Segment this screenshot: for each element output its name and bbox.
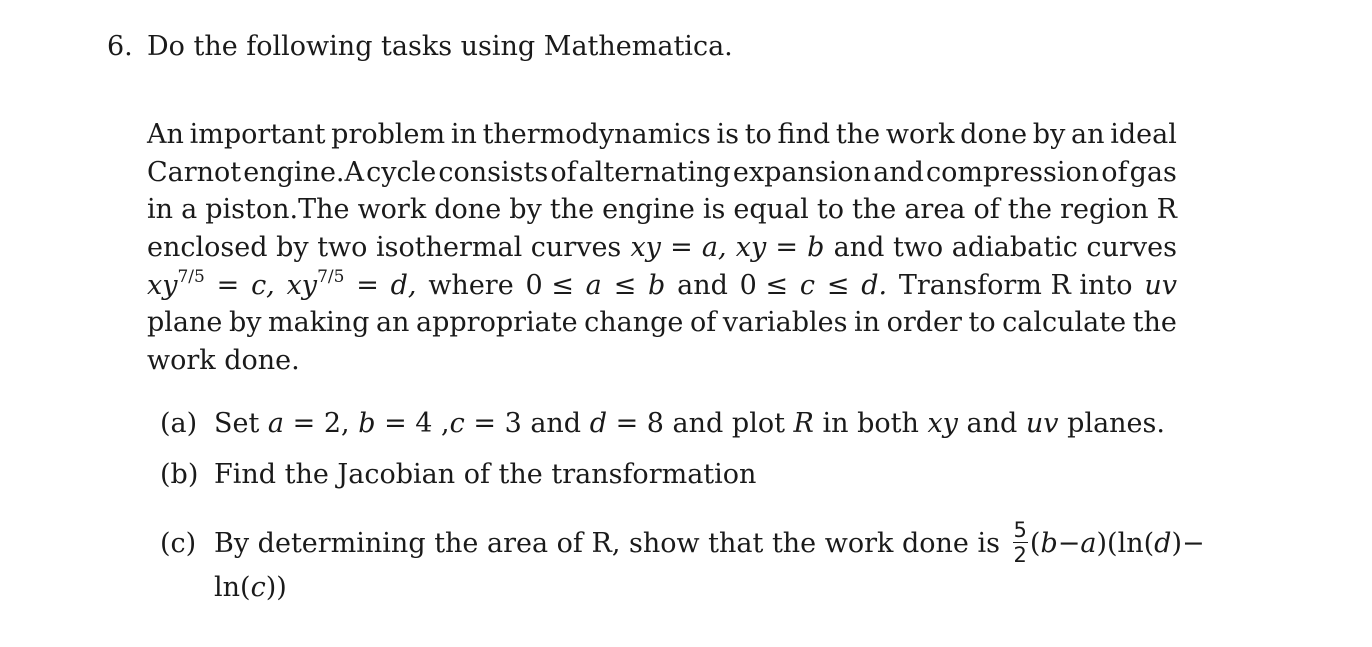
problem-number: 6. <box>107 31 133 62</box>
part-c-continuation <box>214 570 287 606</box>
paragraph-word: by <box>1032 119 1066 150</box>
math-leq: ≤ <box>613 269 637 301</box>
paragraph-word: Carnot <box>147 156 242 188</box>
part-a <box>160 406 1165 442</box>
paragraph-word: of <box>1101 156 1128 188</box>
part-b-label: (b) <box>160 459 199 490</box>
math-adiabatic-1 <box>147 267 205 305</box>
paragraph-word: by <box>509 194 542 226</box>
text-segment: and <box>677 269 728 301</box>
paragraph-word: area <box>904 194 966 226</box>
math-minus: − <box>1057 528 1081 559</box>
paragraph-word: ideal <box>1110 119 1177 150</box>
paragraph-word: an <box>1071 119 1105 150</box>
problem-heading <box>107 29 733 65</box>
math-r: R <box>793 408 814 439</box>
paragraph-word: the <box>549 194 595 226</box>
problem-heading-text: Do the following tasks using Mathematica. <box>147 31 733 62</box>
paragraph-word: An <box>147 119 184 150</box>
text-segment: Find the Jacobian of the transformation <box>214 459 757 490</box>
text-segment: in both <box>822 408 919 439</box>
text-segment: Set <box>214 408 260 439</box>
math-uv: uv <box>1025 408 1059 439</box>
math-c: c <box>250 572 266 603</box>
paragraph-word: appropriate <box>416 307 578 339</box>
paragraph-word: in <box>854 307 881 339</box>
part-c <box>160 518 1205 568</box>
math-xy: xy <box>735 232 767 264</box>
paragraph-word: plane <box>147 307 223 339</box>
paragraph-word: of <box>689 307 717 339</box>
math-equals: = <box>356 269 379 301</box>
paragraph-line-7 <box>147 342 1177 380</box>
math-ln-open: )(ln( <box>1096 528 1155 559</box>
part-c-label: (c) <box>160 528 197 559</box>
part-a-label: (a) <box>160 408 198 439</box>
math-c: c <box>799 269 815 301</box>
fraction-denominator: 2 <box>1013 543 1027 567</box>
math-a: a, <box>701 232 727 264</box>
text-segment: Transform R into <box>898 269 1133 301</box>
paragraph-word: alternating <box>578 156 731 188</box>
paragraph-word: important <box>189 119 326 150</box>
paragraph-word: gas <box>1129 156 1177 188</box>
text-segment: = 3 and <box>473 408 582 439</box>
math-exponent: 7/5 <box>317 266 345 287</box>
math-d: d <box>1154 528 1172 559</box>
math-paren: ( <box>1029 528 1041 559</box>
math-b: b <box>358 408 376 439</box>
paragraph-word: variables <box>722 307 848 339</box>
math-zero-leq: 0 ≤ <box>739 269 789 301</box>
paragraph-word: engine.A <box>243 156 365 188</box>
math-zero-leq: 0 ≤ <box>525 269 574 301</box>
paragraph-word: thermodynamics <box>482 119 711 150</box>
math-c: c <box>449 408 465 439</box>
paragraph-word: by <box>228 307 262 339</box>
paragraph-word: done <box>960 119 1028 150</box>
math-uv: uv <box>1144 269 1177 301</box>
paragraph-word: of <box>550 156 577 188</box>
math-leq: ≤ <box>826 269 850 301</box>
paragraph-word: consists <box>438 156 549 188</box>
paragraph-word: the <box>852 194 897 226</box>
math-d: d <box>589 408 607 439</box>
paragraph-word: region <box>1060 194 1149 226</box>
paragraph-line-2 <box>147 154 1177 192</box>
paragraph-word: R <box>1156 194 1177 226</box>
paragraph-word: and <box>873 156 924 188</box>
paragraph-word: the <box>1132 307 1177 339</box>
paragraph-word: expansion <box>732 156 872 188</box>
math-a: a <box>1080 528 1097 559</box>
paragraph-word: is <box>702 194 726 226</box>
paragraph-word: work <box>885 119 955 150</box>
math-ln-close: )) <box>265 572 287 603</box>
paragraph-word: compression <box>926 156 1100 188</box>
paragraph-word: of <box>973 194 1000 226</box>
text-segment: where <box>428 269 514 301</box>
math-c: c, <box>251 269 275 301</box>
paragraph-word: in <box>147 194 174 226</box>
text-segment: planes. <box>1067 408 1165 439</box>
math-equals: = <box>670 232 693 264</box>
paragraph-word: change <box>584 307 684 339</box>
paragraph-line-1 <box>147 116 1177 154</box>
text-segment: work done. <box>147 345 300 377</box>
paragraph-word: order <box>886 307 962 339</box>
math-b: b <box>807 232 825 264</box>
fraction-numerator: 5 <box>1013 518 1027 542</box>
paragraph-word: piston.The <box>205 194 350 226</box>
math-b: b <box>648 269 666 301</box>
paragraph-word: to <box>744 119 772 150</box>
paragraph-word: the <box>835 119 881 150</box>
text-segment: = 8 and plot <box>615 408 785 439</box>
math-b: b <box>1040 528 1058 559</box>
paragraph-line-3 <box>147 191 1177 229</box>
math-ln-open: ln( <box>214 572 251 603</box>
paragraph-word: equal <box>733 194 809 226</box>
paragraph-line-4 <box>147 229 1177 267</box>
paragraph-word: to <box>816 194 844 226</box>
text-segment: and two adiabatic curves <box>833 232 1177 264</box>
paragraph-word: in <box>450 119 477 150</box>
math-equals: = <box>216 269 240 301</box>
paragraph-word: the <box>1007 194 1053 226</box>
math-d: d. <box>861 269 888 301</box>
math-a: a <box>585 269 602 301</box>
part-b <box>160 457 756 493</box>
paragraph-word: engine <box>602 194 695 226</box>
paragraph-line-6 <box>147 304 1177 342</box>
paragraph-word: done <box>434 194 502 226</box>
text-segment: = 4 , <box>384 408 450 439</box>
paragraph-word: work <box>357 194 427 226</box>
problem-paragraph <box>147 116 1177 380</box>
paragraph-word: problem <box>331 119 446 150</box>
math-xy: xy <box>147 269 178 301</box>
math-xy: xy <box>286 269 318 301</box>
fraction-five-halves <box>1013 519 1028 566</box>
math-exponent: 7/5 <box>177 266 205 287</box>
paragraph-word: find <box>777 119 831 150</box>
math-xy: xy <box>630 232 661 264</box>
math-adiabatic-2 <box>287 267 345 305</box>
paragraph-word: an <box>375 307 410 339</box>
paragraph-line-5 <box>147 267 1177 305</box>
paragraph-word: cycle <box>366 156 437 188</box>
paragraph-word: calculate <box>1002 307 1127 339</box>
paragraph-word: a <box>181 194 198 226</box>
math-d: d, <box>390 269 417 301</box>
text-segment: and <box>966 408 1018 439</box>
math-a: a <box>267 408 285 439</box>
math-equals: = <box>775 232 798 264</box>
math-xy: xy <box>927 408 958 439</box>
paragraph-word: to <box>968 307 996 339</box>
paragraph-word: making <box>268 307 370 339</box>
math-ln-close: )− <box>1171 528 1205 559</box>
text-segment: = 2, <box>292 408 350 439</box>
text-segment: By determining the area of R, show that the work done is <box>214 528 1000 559</box>
paragraph-word: is <box>716 119 739 150</box>
text-segment: enclosed by two isothermal curves <box>147 232 622 264</box>
